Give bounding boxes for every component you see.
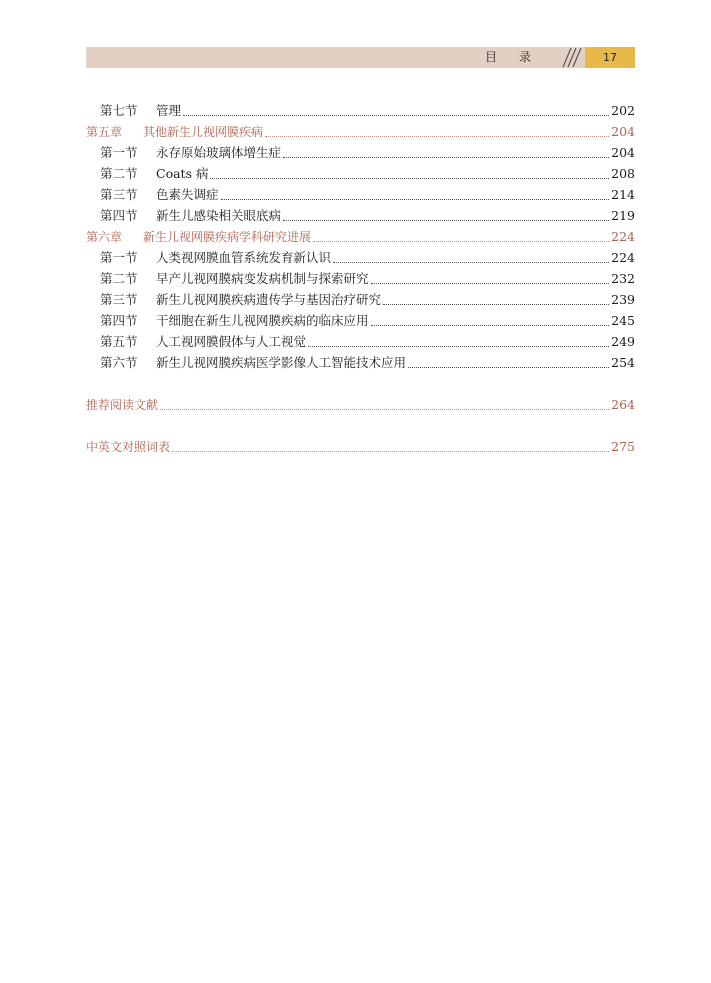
- toc-appendix-page: 264: [611, 397, 635, 412]
- toc-entry[interactable]: [86, 352, 635, 372]
- toc-entry-title: 新生儿感染相关眼底病: [156, 208, 282, 223]
- toc-entry-page: 239: [611, 292, 635, 307]
- toc-chapter-title: 其他新生儿视网膜疾病: [143, 125, 264, 139]
- dot-leader: [210, 178, 609, 179]
- dot-leader: [383, 304, 609, 305]
- toc-entry-page: 208: [611, 166, 635, 181]
- toc-entry-page: 204: [611, 145, 635, 160]
- toc-chapter-title: 新生儿视网膜疾病学科研究进展: [143, 230, 312, 244]
- dot-leader: [160, 409, 609, 410]
- toc-entry-title: 人类视网膜血管系统发育新认识: [156, 250, 332, 265]
- header-title: 目录: [484, 50, 553, 64]
- slash-decoration-icon: [557, 47, 583, 68]
- toc-entry-page: 219: [611, 208, 635, 223]
- page-number: 17: [585, 47, 635, 68]
- dot-leader: [221, 199, 610, 200]
- dot-leader: [308, 346, 609, 347]
- toc-entry-number: 第二节: [100, 271, 138, 286]
- toc-chapter-number: 第六章: [86, 230, 123, 244]
- dot-leader: [371, 325, 610, 326]
- dot-leader: [333, 262, 609, 263]
- toc-entry-page: 214: [611, 187, 635, 202]
- toc-entry-page: 232: [611, 271, 635, 286]
- dot-leader: [408, 367, 609, 368]
- toc-entry-page: 245: [611, 313, 635, 328]
- toc-entry-page: 249: [611, 334, 635, 349]
- toc-appendix-title: 推荐阅读文献: [86, 398, 159, 412]
- toc-entry[interactable]: [86, 184, 635, 204]
- toc-entry-page: 224: [611, 250, 635, 265]
- toc-entry-number: 第六节: [100, 355, 138, 370]
- toc-entry-title: 新生儿视网膜疾病遗传学与基因治疗研究: [156, 292, 382, 307]
- toc-entry[interactable]: [86, 247, 635, 267]
- toc-appendix-title: 中英文对照词表: [86, 440, 171, 454]
- toc-entry-number: 第七节: [100, 103, 138, 118]
- dot-leader: [265, 136, 609, 137]
- toc-entry-number: 第四节: [100, 208, 138, 223]
- toc-entry-page: 254: [611, 355, 635, 370]
- toc-entry-title: 干细胞在新生儿视网膜疾病的临床应用: [156, 313, 369, 328]
- toc-entry-title: 管理: [156, 103, 182, 118]
- toc-entry[interactable]: [86, 268, 635, 288]
- toc-entry-number: 第二节: [100, 166, 138, 181]
- dot-leader: [183, 115, 609, 116]
- toc-appendix-glossary[interactable]: [86, 436, 635, 456]
- toc-chapter-page: 204: [611, 124, 635, 139]
- toc-chapter-page: 224: [611, 229, 635, 244]
- toc-entry[interactable]: [86, 310, 635, 330]
- toc-entry-title: Coats 病: [156, 166, 209, 181]
- toc-chapter[interactable]: [86, 226, 635, 246]
- toc-entry-number: 第一节: [100, 250, 138, 265]
- dot-leader: [313, 241, 609, 242]
- toc-entry[interactable]: [86, 163, 635, 183]
- toc-entry[interactable]: [86, 100, 635, 120]
- toc-entry-title: 人工视网膜假体与人工视觉: [156, 334, 307, 349]
- dot-leader: [371, 283, 610, 284]
- toc-entry-title: 永存原始玻璃体增生症: [156, 145, 282, 160]
- toc-entry[interactable]: [86, 142, 635, 162]
- dot-leader: [283, 220, 609, 221]
- toc-entry-number: 第三节: [100, 187, 138, 202]
- toc-entry-number: 第四节: [100, 313, 138, 328]
- toc-entry-number: 第一节: [100, 145, 138, 160]
- toc-entry-page: 202: [611, 103, 635, 118]
- running-header: [86, 47, 635, 68]
- toc-appendix-page: 275: [611, 439, 635, 454]
- toc-appendix-references[interactable]: [86, 394, 635, 414]
- toc-entry-title: 早产儿视网膜病变发病机制与探索研究: [156, 271, 369, 286]
- toc-chapter[interactable]: [86, 121, 635, 141]
- toc-entry[interactable]: [86, 289, 635, 309]
- toc-entry-title: 色素失调症: [156, 187, 219, 202]
- toc-entry-number: 第五节: [100, 334, 138, 349]
- toc-entry-title: 新生儿视网膜疾病医学影像人工智能技术应用: [156, 355, 407, 370]
- dot-leader: [172, 451, 609, 452]
- toc-chapter-number: 第五章: [86, 125, 123, 139]
- toc-entry-number: 第三节: [100, 292, 138, 307]
- toc-entry[interactable]: [86, 205, 635, 225]
- toc-entry[interactable]: [86, 331, 635, 351]
- dot-leader: [283, 157, 609, 158]
